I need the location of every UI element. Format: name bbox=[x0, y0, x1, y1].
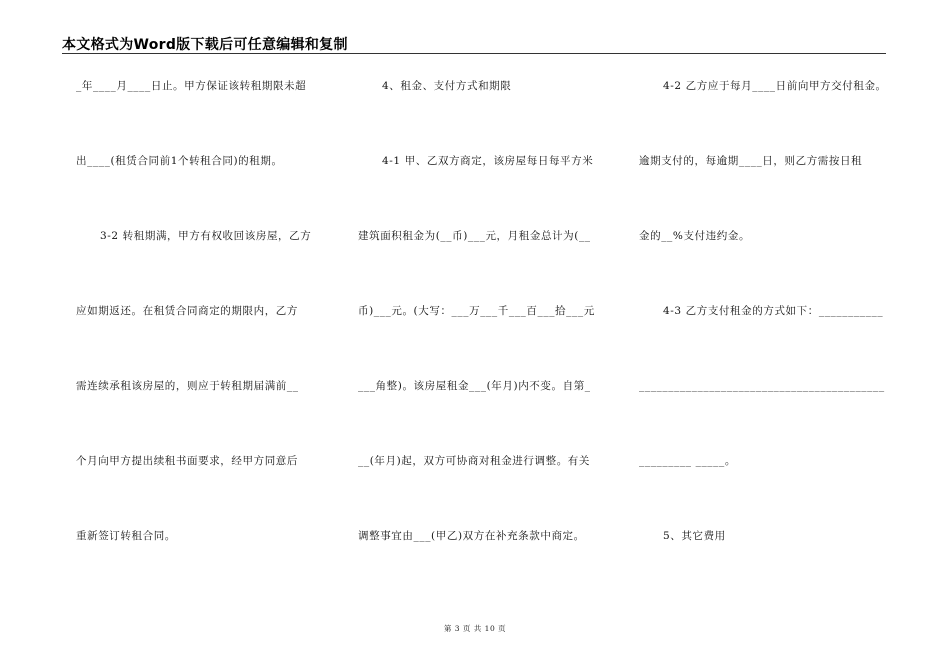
text-line: 调整事宜由___(甲乙)双方在补充条款中商定。 bbox=[358, 530, 585, 542]
text-line: 3-2 转租期满，甲方有权收回该房屋，乙方 bbox=[100, 230, 312, 242]
text-line: 需连续承租该房屋的，则应于转租期届满前__ bbox=[76, 380, 299, 392]
text-line: 逾期支付的，每逾期____日，则乙方需按日租 bbox=[639, 155, 863, 167]
text-line: 4-2 乙方应于每月____日前向甲方交付租金。 bbox=[663, 80, 887, 92]
header-title: 本文格式为Word版下载后可任意编辑和复制 bbox=[62, 37, 348, 53]
text-line: 个月向甲方提出续租书面要求，经甲方同意后 bbox=[76, 455, 298, 467]
text-line: 重新签订转租合同。 bbox=[76, 530, 176, 542]
text-line: _年____月____日止。甲方保证该转租期限未超 bbox=[76, 80, 307, 92]
section-heading: 5、其它费用 bbox=[663, 530, 726, 542]
text-line: ___角整)。该房屋租金___(年月)内不变。自第_ bbox=[358, 380, 591, 392]
text-line: 出____(租赁合同前1个转租合同)的租期。 bbox=[76, 155, 283, 167]
document-header bbox=[62, 33, 886, 54]
section-heading: 4、租金、支付方式和期限 bbox=[382, 80, 512, 92]
text-line: 4-1 甲、乙双方商定，该房屋每日每平方米 bbox=[382, 155, 594, 167]
page-number: 第 3 页 共 10 页 bbox=[443, 624, 507, 633]
text-line: 建筑面积租金为(__币)___元，月租金总计为(__ bbox=[358, 230, 591, 242]
text-line: 金的__%支付违约金。 bbox=[639, 230, 751, 242]
text-line: 应如期返还。在租赁合同商定的期限内，乙方 bbox=[76, 305, 298, 317]
text-line: 币)___元。(大写：___万___千___百___拾___元 bbox=[358, 305, 595, 317]
text-line: __________________________________________ bbox=[639, 380, 885, 392]
text-line: __(年月)起，双方可协商对租金进行调整。有关 bbox=[358, 455, 590, 467]
text-line: _________ _____。 bbox=[639, 455, 736, 467]
text-line: 4-3 乙方支付租金的方式如下：___________ bbox=[663, 305, 884, 317]
